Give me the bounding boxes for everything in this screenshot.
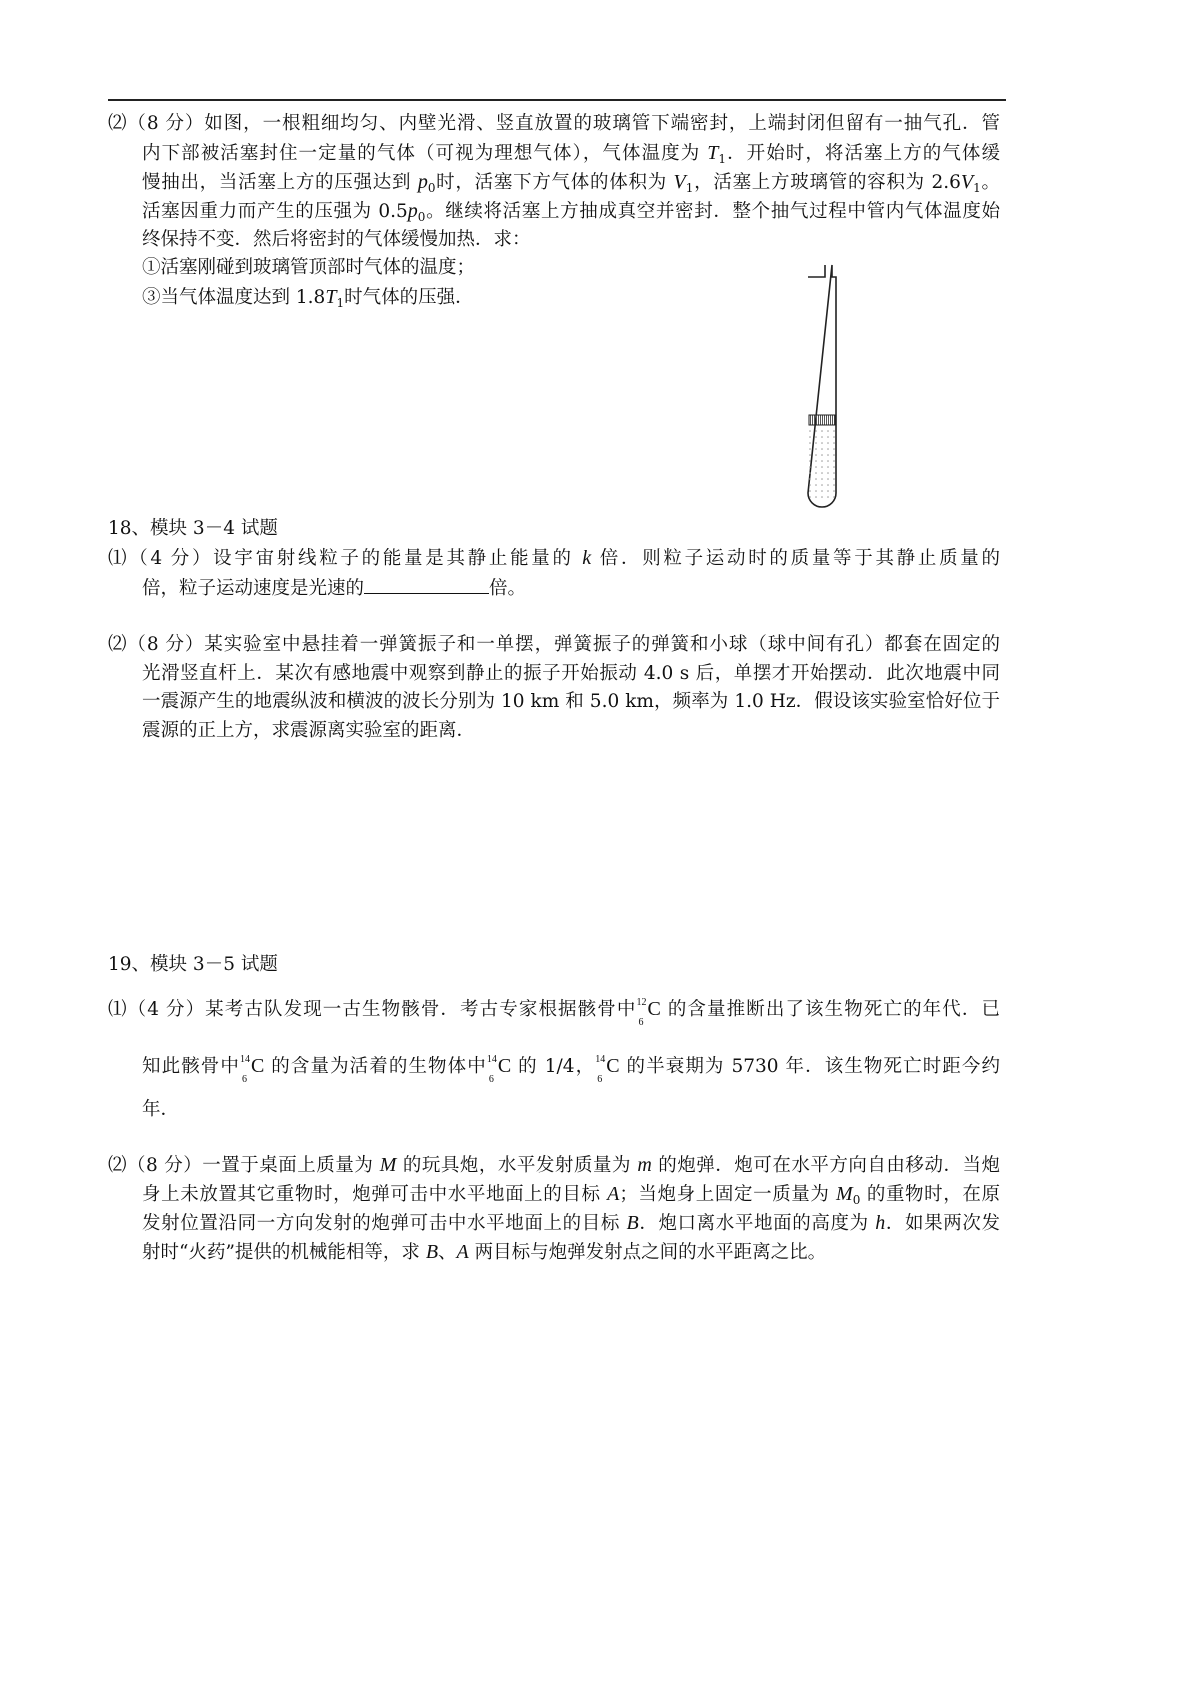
q19-line bbox=[142, 1240, 826, 1265]
q18-line bbox=[142, 662, 1000, 686]
text-run: 终保持不变．然后将密封的气体缓慢加热．求： bbox=[142, 229, 531, 250]
mass-number: 12 bbox=[636, 997, 647, 1008]
glass-tube-figure bbox=[790, 255, 870, 525]
text-run: ⑵（8 分）一置于桌面上质量为 bbox=[108, 1155, 380, 1176]
subscript: 0 bbox=[852, 1193, 861, 1207]
math-variable: M bbox=[836, 1183, 853, 1205]
gas-region bbox=[809, 426, 835, 502]
text-run: 的炮弹．炮可在水平方向自由移动．当炮 bbox=[651, 1155, 1000, 1176]
text-run: 发射位置沿同一方向发射的炮弹可击中水平地面上的目标 bbox=[142, 1213, 627, 1234]
subscript: 0 bbox=[427, 181, 436, 195]
text-run: ①活塞刚碰到玻璃管顶部时气体的温度； bbox=[142, 257, 476, 278]
answer-blank bbox=[364, 575, 489, 594]
q19-line bbox=[108, 997, 1000, 1028]
nuclide-symbol bbox=[486, 1054, 512, 1085]
text-run: 震源的正上方，求震源离实验室的距离． bbox=[142, 720, 476, 741]
math-variable: M bbox=[379, 1154, 397, 1176]
text-run: 时，活塞下方气体的体积为 bbox=[435, 172, 674, 193]
text-run: 的玩具炮，水平发射质量为 bbox=[396, 1155, 638, 1176]
element-symbol: C bbox=[250, 1055, 265, 1077]
text-run: 慢抽出，当活塞上方的压强达到 bbox=[142, 172, 418, 193]
text-run: 的含量推断出了该生物死亡的年代．已 bbox=[660, 999, 1000, 1020]
q18-line bbox=[108, 633, 1000, 657]
q18-line bbox=[142, 719, 475, 743]
element-symbol: C bbox=[647, 998, 661, 1020]
text-run: ③当气体温度达到 1.8 bbox=[142, 287, 326, 308]
text-run: 的 1/4， bbox=[511, 1056, 596, 1077]
q19-line bbox=[108, 953, 278, 977]
q17-2-line bbox=[142, 256, 475, 280]
math-variable: B bbox=[626, 1212, 639, 1234]
text-run: 倍，粒子运动速度是光速的 bbox=[142, 578, 365, 599]
nuclide-symbol bbox=[636, 997, 661, 1028]
q18-line bbox=[142, 690, 1000, 714]
element-symbol: C bbox=[606, 1055, 620, 1077]
mass-number: 14 bbox=[486, 1054, 497, 1065]
subscript: 1 bbox=[718, 152, 726, 166]
text-run: ；当炮身上固定一质量为 bbox=[619, 1184, 837, 1205]
text-run: 倍。 bbox=[489, 578, 527, 599]
math-variable: k bbox=[582, 547, 592, 569]
element-symbol: C bbox=[497, 1055, 512, 1077]
math-variable: m bbox=[637, 1154, 652, 1176]
text-run: ．炮口离水平地面的高度为 bbox=[638, 1213, 876, 1234]
text-run: 倍．则粒子运动时的质量等于其静止质量的 bbox=[591, 548, 1000, 569]
text-run: 的含量为活着的生物体中 bbox=[264, 1056, 487, 1077]
mass-number: 14 bbox=[239, 1054, 250, 1065]
text-run: ．如果两次发 bbox=[885, 1213, 1000, 1234]
text-run: ⑵（8 分）如图，一根粗细均匀、内壁光滑、竖直放置的玻璃管下端密封，上端封闭但留有一抽气孔．管 bbox=[108, 113, 1000, 134]
q18-line bbox=[108, 517, 278, 541]
q17-2-line bbox=[142, 228, 531, 252]
text-run: 。 bbox=[980, 172, 1000, 193]
text-run: ⑴（4 分）某考古队发现一古生物骸骨．考古专家根据骸骨中 bbox=[108, 999, 637, 1020]
q19-line bbox=[142, 1211, 1000, 1236]
text-run: 的重物时，在原 bbox=[860, 1184, 1000, 1205]
text-run: ，活塞上方玻璃管的容积为 2.6 bbox=[693, 172, 961, 193]
atomic-number: 6 bbox=[597, 1074, 603, 1085]
math-variable: p bbox=[407, 200, 418, 222]
math-variable: p bbox=[417, 171, 428, 193]
text-run: ⑵（8 分）某实验室中悬挂着一弹簧振子和一单摆，弹簧振子的弹簧和小球（球中间有孔）都套在固定的 bbox=[108, 634, 1000, 655]
text-run: 一震源产生的地震纵波和横波的波长分别为 10 km 和 5.0 km，频率为 1.0 Hz．假设该实验室恰好位于 bbox=[142, 691, 1000, 712]
q18-line bbox=[108, 546, 1000, 571]
math-variable: V bbox=[673, 171, 686, 193]
q17-2-line bbox=[142, 141, 1000, 166]
math-variable: T bbox=[325, 286, 337, 308]
text-run: ．开始时，将活塞上方的气体缓 bbox=[726, 143, 1000, 164]
piston bbox=[809, 415, 835, 425]
nuclide-symbol bbox=[239, 1054, 265, 1085]
math-variable: h bbox=[875, 1212, 886, 1234]
mass-number: 14 bbox=[595, 1054, 606, 1065]
q18-line bbox=[142, 575, 526, 601]
text-run: 18、模块 3－4 试题 bbox=[108, 518, 278, 539]
text-run: 两目标与炮弹发射点之间的水平距离之比。 bbox=[468, 1242, 827, 1263]
q17-2-line bbox=[142, 199, 1000, 224]
text-run: 知此骸骨中 bbox=[142, 1056, 240, 1077]
text-run: 的半衰期为 5730 年．该生物死亡时距今约 bbox=[619, 1056, 1000, 1077]
nuclide-symbol bbox=[595, 1054, 620, 1085]
math-variable: B bbox=[425, 1241, 439, 1263]
header-rule bbox=[108, 99, 1006, 101]
subscript: 1 bbox=[973, 181, 981, 195]
subscript: 1 bbox=[336, 296, 345, 310]
math-variable: A bbox=[607, 1183, 620, 1205]
q19-line bbox=[142, 1182, 1000, 1207]
text-run: ⑴（4 分）设宇宙射线粒子的能量是其静止能量的 bbox=[108, 548, 583, 569]
text-run: 射时“火药”提供的机械能相等，求 bbox=[142, 1242, 426, 1263]
q19-line bbox=[142, 1054, 1000, 1085]
text-run: 时气体的压强． bbox=[344, 287, 474, 308]
math-variable: A bbox=[456, 1241, 469, 1263]
q17-2-line bbox=[142, 170, 1000, 195]
math-variable: T bbox=[707, 142, 719, 164]
subscript: 0 bbox=[417, 210, 426, 224]
text-run: 19、模块 3－5 试题 bbox=[108, 954, 278, 975]
text-run: 身上未放置其它重物时，炮弹可击中水平地面上的目标 bbox=[142, 1184, 608, 1205]
text-run: 活塞因重力而产生的压强为 0.5 bbox=[142, 201, 408, 222]
q19-line bbox=[142, 1098, 179, 1122]
text-run: 、 bbox=[438, 1242, 457, 1263]
atomic-number: 6 bbox=[488, 1074, 494, 1085]
text-run: 。继续将活塞上方抽成真空并密封．整个抽气过程中管内气体温度始 bbox=[425, 201, 1000, 222]
text-run: 内下部被活塞封住一定量的气体（可视为理想气体），气体温度为 bbox=[142, 143, 708, 164]
atomic-number: 6 bbox=[241, 1074, 247, 1085]
subscript: 1 bbox=[685, 181, 694, 195]
text-run: 光滑竖直杆上．某次有感地震中观察到静止的振子开始振动 4.0 s 后，单摆才开始摆动．此次地震中同 bbox=[142, 663, 1000, 684]
q17-2-line bbox=[108, 112, 1000, 136]
text-run: 年． bbox=[142, 1099, 180, 1120]
math-variable: V bbox=[960, 171, 974, 193]
atomic-number: 6 bbox=[638, 1017, 644, 1028]
q19-line bbox=[108, 1153, 1000, 1178]
q17-2-line bbox=[142, 285, 474, 310]
